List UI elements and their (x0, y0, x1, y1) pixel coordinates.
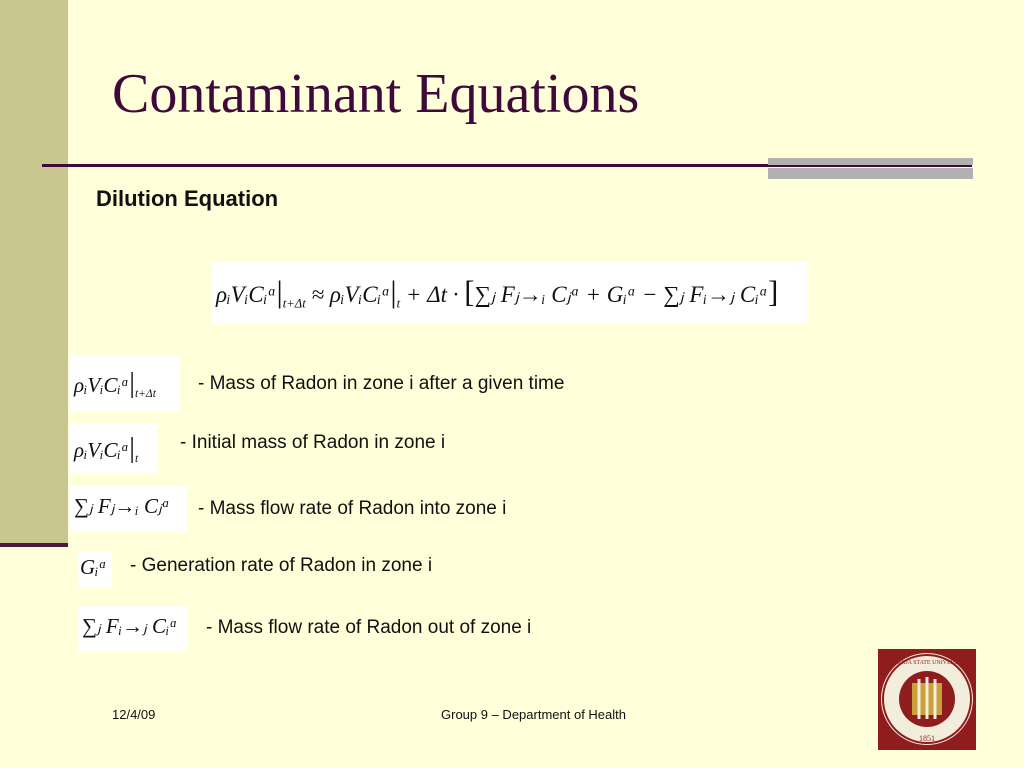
seal-text: FLORIDA STATE UNIVERSITY (885, 660, 969, 666)
term-symbol: ∑ⱼ Fᵢ→ⱼ Cᵢᵅ (82, 614, 178, 638)
eq-plus-gen: + Gᵢᵅ (585, 282, 637, 307)
eq-sum-in: ∑ⱼ Fⱼ→ᵢ Cⱼᵅ (474, 282, 580, 307)
footer-date: 12/4/09 (112, 707, 156, 722)
left-accent-rule (0, 543, 68, 547)
eq-minus-sum-out: − ∑ⱼ Fᵢ→ⱼ Cᵢᵅ (641, 282, 768, 307)
seal-year: 1851 (919, 734, 935, 743)
term-description: - Mass flow rate of Radon out of zone i (206, 617, 532, 638)
term-description: - Initial mass of Radon in zone i (180, 432, 446, 453)
footer-center: Group 9 – Department of Health (441, 707, 626, 722)
term-symbol-box (78, 551, 112, 587)
term-symbol-box (70, 356, 180, 411)
main-equation-box (212, 262, 807, 324)
decorative-bar-bottom (768, 168, 973, 179)
term-description: - Mass flow rate of Radon into zone i (198, 498, 507, 519)
eq-approx: ≈ (311, 282, 325, 307)
eq-bracket-open: [ (464, 274, 475, 309)
term-symbol: ∑ⱼ Fⱼ→ᵢ Cⱼᵅ (74, 494, 171, 518)
term-symbol-box (70, 486, 187, 531)
eq-plus-dt: + Δt · (405, 282, 459, 307)
term-description: - Generation rate of Radon in zone i (130, 555, 433, 576)
term-description: - Mass of Radon in zone i after a given time (198, 373, 565, 394)
eq-lhs-eval: t+Δt (282, 296, 306, 311)
eq-lhs: ρᵢVᵢCᵢᵅ (216, 282, 277, 307)
term-symbol: $\rho ᵢVᵢCᵢᵅ|_t$ (74, 433, 139, 466)
left-accent-bar (0, 0, 68, 546)
section-heading: Dilution Equation (96, 186, 279, 211)
eq-rhs-eval: t (396, 296, 401, 311)
term-symbol-box (78, 606, 188, 652)
decorative-bar-top (768, 158, 973, 165)
term-symbol: $\rho ᵢVᵢCᵢᵅ|_{t+\Delta t}$ (74, 368, 156, 401)
term-symbol: Gᵢᵅ (80, 555, 107, 579)
slide-title: Contaminant Equations (112, 63, 640, 125)
term-symbol-box (70, 423, 158, 473)
eq-bracket-close: ] (768, 274, 779, 309)
university-seal-logo (878, 649, 976, 750)
seal-icon (878, 649, 976, 750)
main-equation: $\rho ᵢVᵢCᵢᵅ|_{t+\Delta t}$ ≈ $\rho ᵢVᵢCᵢᵅ|_t + \Delta t$ · [∑ⱼ Fⱼ→ᵢ Cⱼᵅ + Gᵢᵅ − ∑ⱼ Fᵢ→ⱼ Cᵢᵅ] (216, 274, 779, 311)
eq-rhs-term: ρᵢVᵢCᵢᵅ (329, 282, 391, 307)
